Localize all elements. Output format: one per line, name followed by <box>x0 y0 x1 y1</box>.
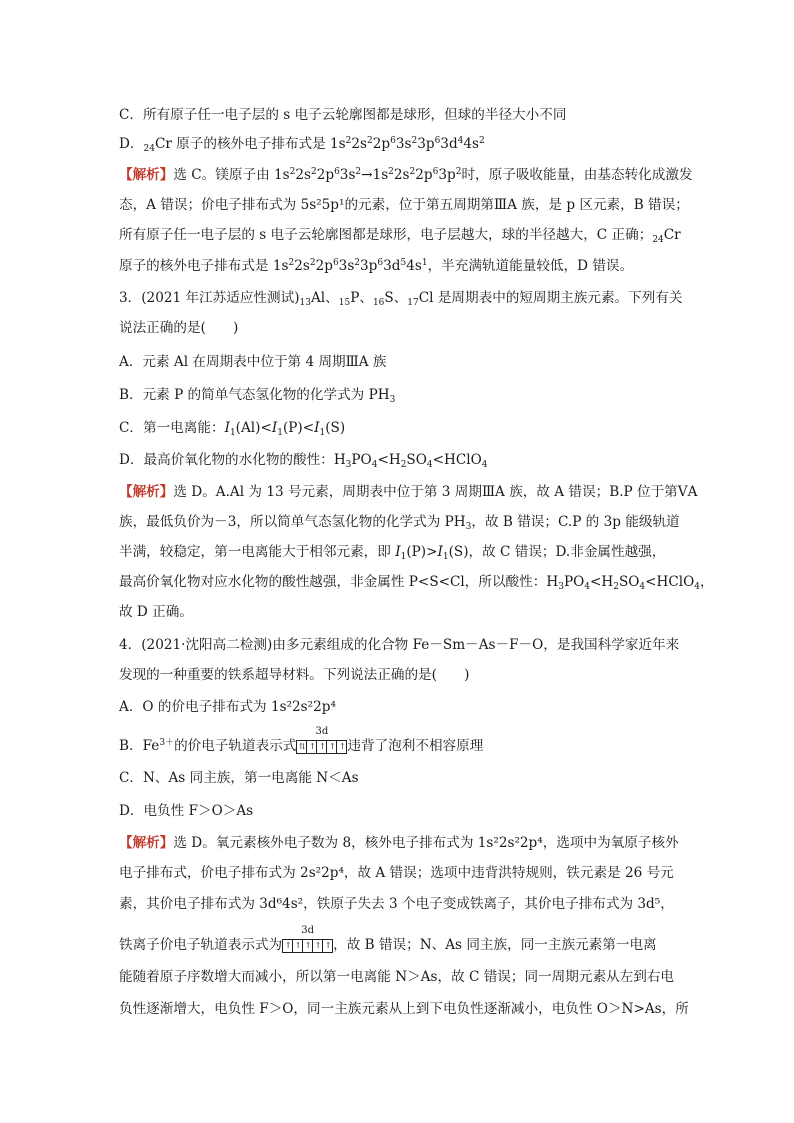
orbital-cell: ↑ <box>317 741 327 753</box>
q3-stem: 说法正确的是( ) <box>119 320 239 336</box>
orbital-cell: ↑ <box>307 741 317 753</box>
q2-analysis-line: 所有原子任一电子层的 s 电子云轮廓图都是球形，电子层越大，球的半径越大，C 正确；$_{24}$Cr <box>119 227 681 245</box>
q4-analysis-line: 电子排布式，价电子排布式为 2s²2p⁴，故 A 错误；选项中违背洪特规则，铁元素是 26 号元 <box>119 865 674 881</box>
q2-analysis-line: 【解析】选 C。镁原子由 $1s^22s^22p^63s^2\to 1s^22s^22p^63p^2$时，原子吸收能量，由基态转化成激发 <box>119 167 693 183</box>
orbital-cell: ⇅ <box>297 741 307 753</box>
orbital-cell: ↑ <box>327 741 337 753</box>
q3-analysis-line: 族，最低负价为－3，所以简单气态氢化物的化学式为 $PH_3$，故 B 错误；C.P 的 3p 能级轨道 <box>119 514 680 532</box>
orbital-cell: ↑ <box>324 940 331 950</box>
q4-option-c: C．N、As 同主族，第一电离能 N＜As <box>119 770 359 786</box>
q2-option-d: D．$_{24}$Cr 原子的核外电子排布式是 $1s^22s^22p^63s^23p^63d^44s^2$ <box>119 136 485 154</box>
q3-option-b: B．元素 P 的简单气态氢化物的化学式为 $PH_3$ <box>119 387 396 405</box>
q3-analysis-line: 故 D 正确。 <box>119 604 193 620</box>
orbital-diagram: 3d ↑ ↑ ↑ ↑ ↑ <box>282 939 333 953</box>
q3-stem: 3．(2021 年江苏适应性测试)$_{13}Al$、$_{15}$P、$_{16}$S、$_{17}$Cl 是周期表中的短周期主族元素。下列有关 <box>119 290 683 308</box>
q4-analysis-line: 【解析】选 D。氧元素核外电子数为 8，核外电子排布式为 1s²2s²2p⁴，选项中为氧原子核外 <box>119 835 679 851</box>
q4-analysis-line: 负性逐渐增大，电负性 F＞O，同一主族元素从上到下电负性逐渐减小，电负性 O＞N>As，所 <box>119 1001 689 1017</box>
q4-stem: 4．(2021·沈阳高二检测)由多元素组成的化合物 Fe－Sm－As－F－O，是我国科学家近年来 <box>119 637 680 653</box>
q4-analysis-line: 能随着原子序数增大而减小，所以第一电离能 N＞As，故 C 错误；同一周期元素从左到右电 <box>119 969 675 985</box>
orbital-cell: ↑ <box>283 940 293 952</box>
q4-option-d: D．电负性 F＞O＞As <box>119 803 254 819</box>
q4-analysis-line: 素，其价电子排布式为 3d⁶4s²，铁原子失去 3 个电子变成铁离子，其价电子排布式为 3d⁵， <box>119 896 674 912</box>
q3-analysis-line: 【解析】选 D。A.Al 为 13 号元素，周期表中位于第 3 周期ⅢA 族，故 A 错误；B.P 位于第ⅤA <box>119 484 698 500</box>
analysis-tag: 【解析】 <box>119 167 174 183</box>
q3-analysis-line: 最高价氧化物对应水化物的酸性越强，非金属性 P<S<Cl，所以酸性：$H_3PO_4<H_2SO_4<HClO_4$， <box>119 574 714 592</box>
q2-analysis-line: 原子的核外电子排布式是 $1s^22s^22p^63s^23p^63d^54s^1$，半充满轨道能量较低，D 错误。 <box>119 258 634 274</box>
q3-option-d: D．最高价氧化物的水化物的酸性：$H_3PO_4<H_2SO_4<HClO_4$ <box>119 452 488 470</box>
analysis-tag: 【解析】 <box>119 484 174 500</box>
orbital-diagram: 3d ⇅ ↑ ↑ ↑ ↑ <box>296 740 347 754</box>
q2-analysis-line: 态，A 错误；价电子排布式为 5s²5p¹的元素，位于第五周期第ⅢA 族，是 p 区元素，B 错误； <box>119 197 689 213</box>
q3-option-c: C．第一电离能：$I_1(Al)<I_1(P)<I_1(S)$ <box>119 420 346 438</box>
analysis-tag: 【解析】 <box>119 835 174 851</box>
orbital-cell: ↑ <box>293 940 303 952</box>
q4-stem: 发现的一种重要的铁系超导材料。下列说法正确的是( ) <box>119 667 470 683</box>
q3-option-a: A．元素 Al 在周期表中位于第 4 周期ⅢA 族 <box>119 354 387 370</box>
q4-analysis-line: 铁离子价电子轨道表示式为 3d ↑ ↑ ↑ ↑ ↑ ，故 B 错误；N、As 同主族，同一主族元素第一电离 <box>119 924 657 953</box>
q2-option-c: C．所有原子任一电子层的 s 电子云轮廓图都是球形，但球的半径大小不同 <box>119 107 567 123</box>
orbital-cell: ↑ <box>339 741 345 751</box>
q3-analysis-line: 半满，较稳定，第一电离能大于相邻元素，即 $I_1(P)>I_1(S)$，故 C 错误；D.非金属性越强， <box>119 544 666 562</box>
orbital-cell: ↑ <box>303 940 313 952</box>
q4-option-b: B．$Fe^{3+}$的价电子轨道表示式 3d ⇅ ↑ ↑ ↑ ↑ 违背了泡利不相容原理 <box>119 725 484 754</box>
orbital-cell: ↑ <box>313 940 323 952</box>
q4-option-a: A．O 的价电子排布式为 1s²2s²2p⁴ <box>119 699 336 715</box>
